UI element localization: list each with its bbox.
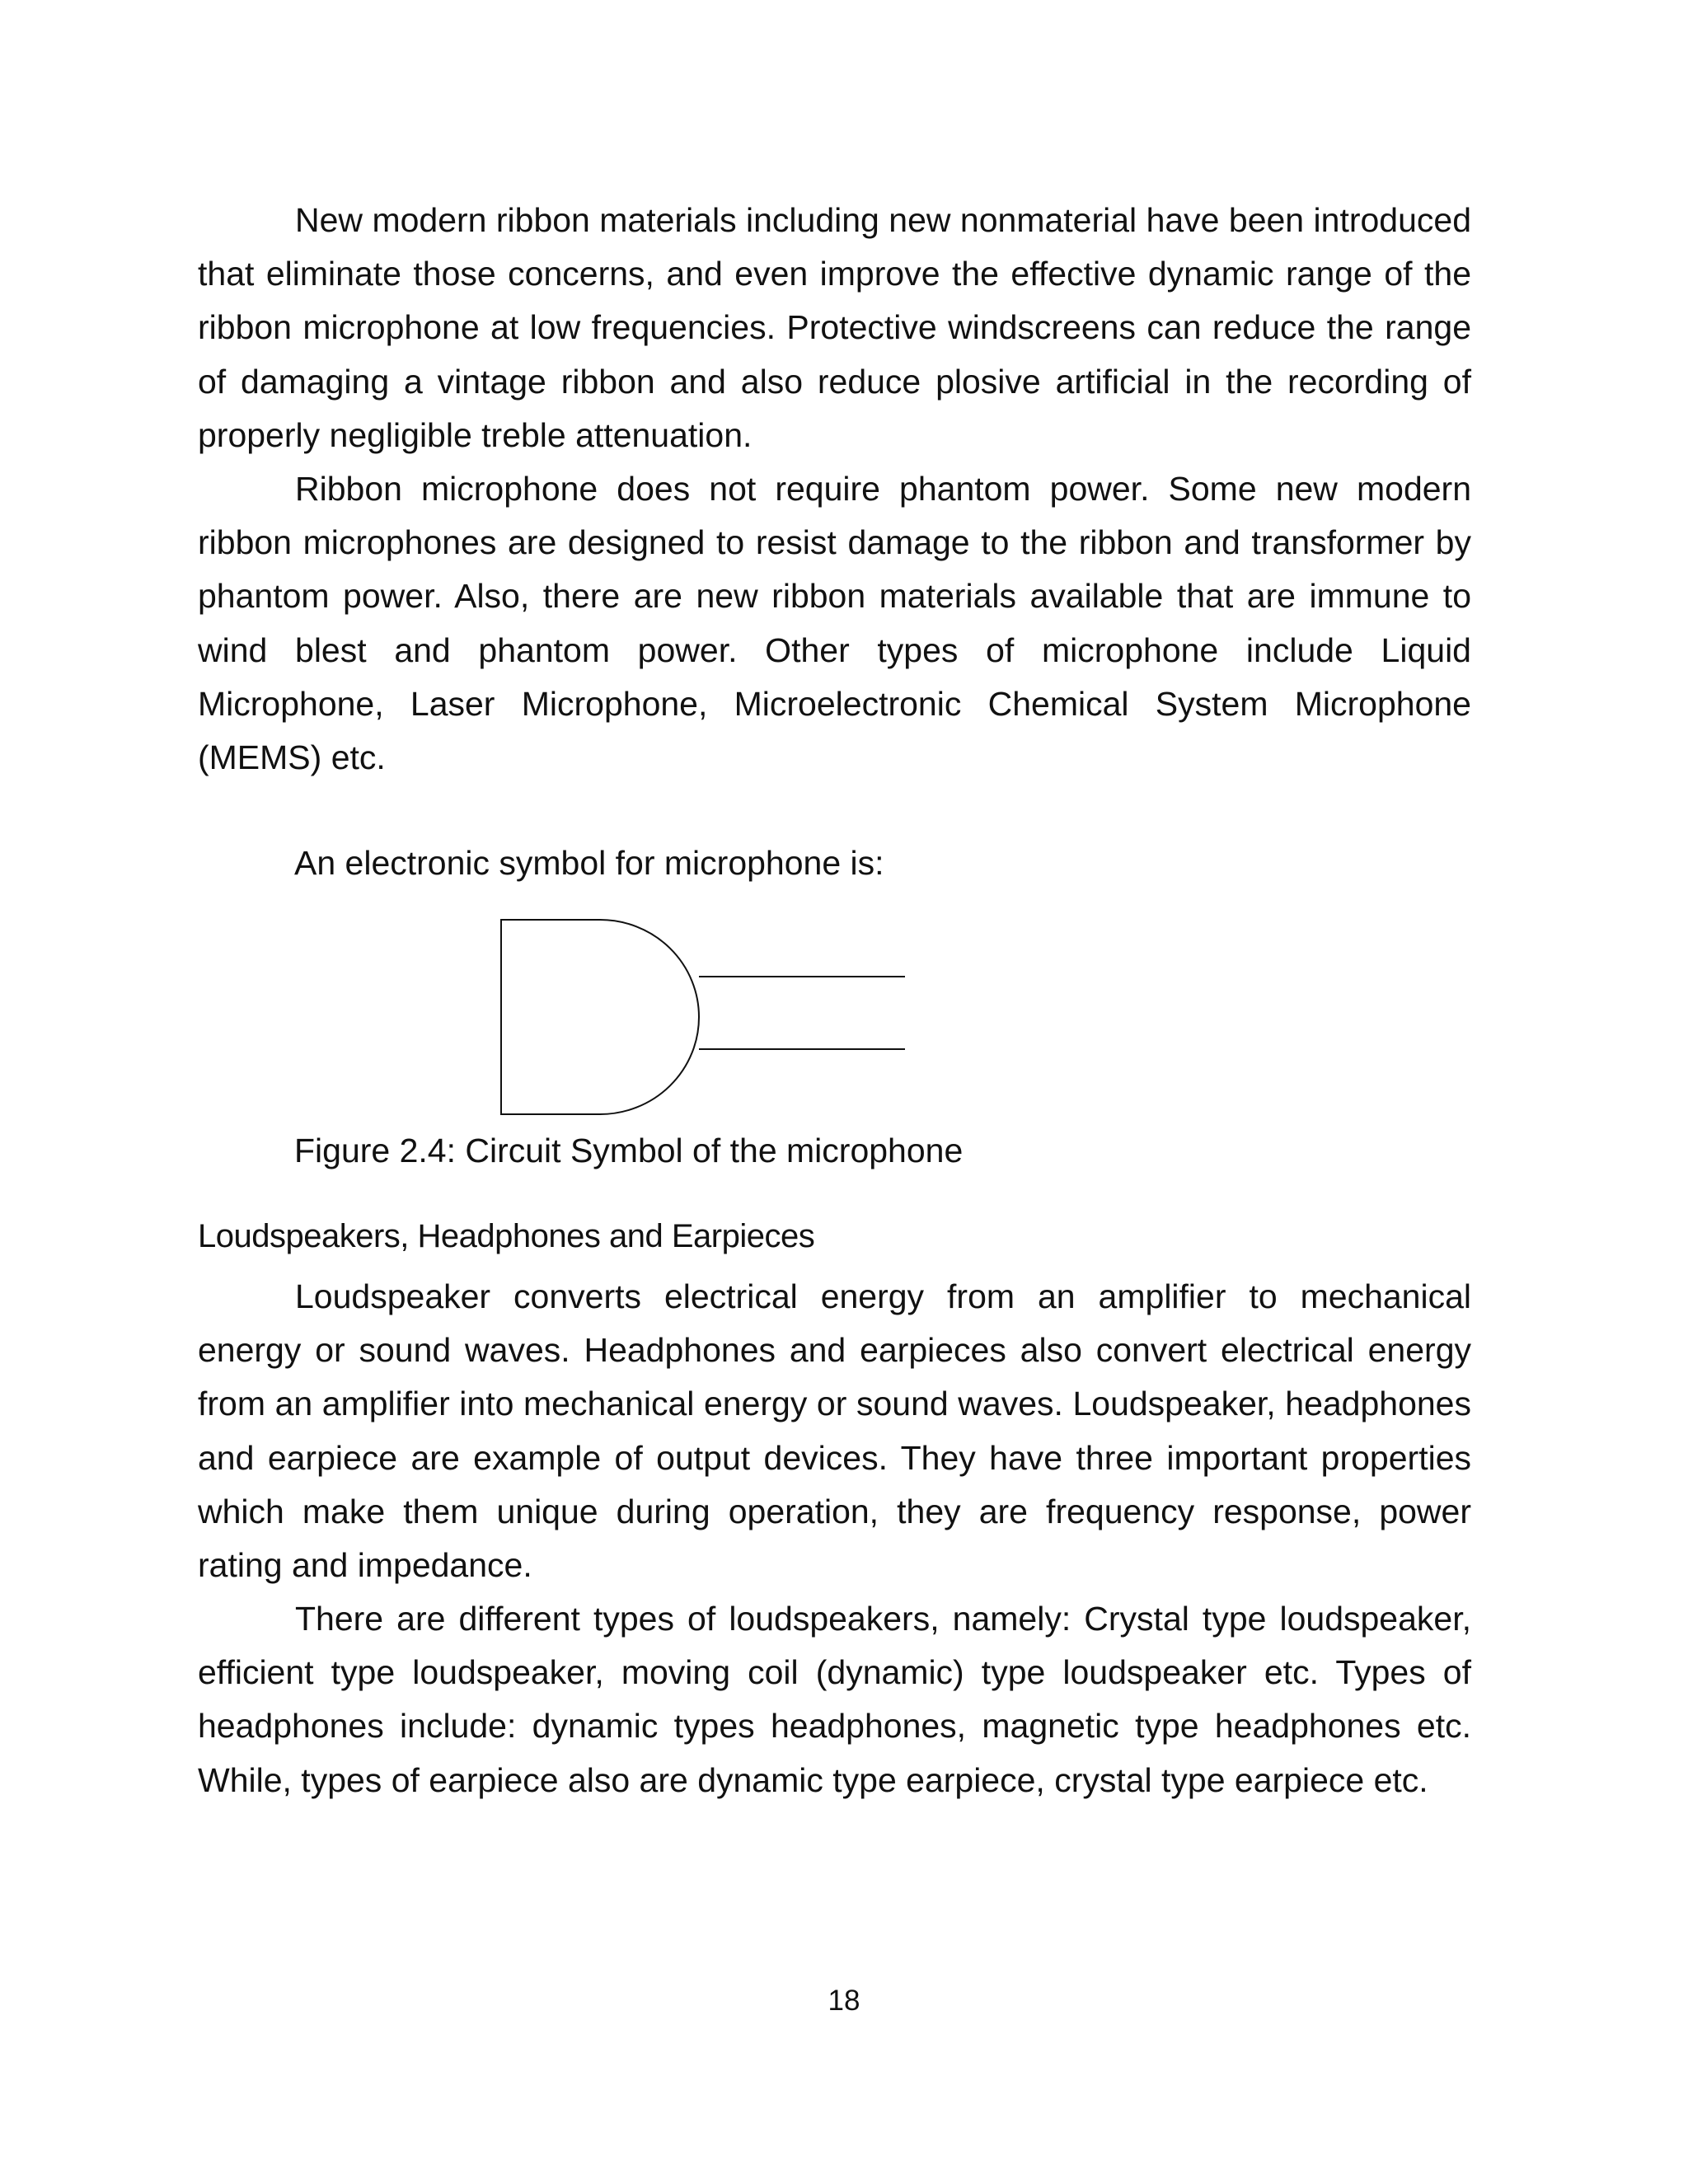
paragraph-loudspeaker-function: Loudspeaker converts electrical energy from an amplifier to mechanical energy or sound waves. Headphones and earpieces also convert electrical energy from an amplifier into mechanical energy or sound waves. Loudspeaker, headphones and earpiece are example of output devices. They have three important properties which make them unique during operation, they are frequency response, power rating and impedance. <box>198 1277 1471 1585</box>
paragraph-phantom-power: Ribbon microphone does not require phantom power. Some new modern ribbon microphones are designed to resist damage to the ribbon and transformer by phantom power. Also, there are new ribbon materials available that are immune to wind blest and phantom power. Other types of microphone include Liquid Microphone, Laser Microphone, Microelectronic Chemical System Microphone (MEMS) etc. <box>198 470 1471 777</box>
microphone-symbol-body <box>501 920 699 1114</box>
paragraph-loudspeaker-types: There are different types of loudspeakers, namely: Crystal type loudspeaker, efficient type loudspeaker, moving coil (dynamic) type loudspeaker etc. Types of headphones include: dynamic types headphones, magnetic type headphones etc. While, types of earpiece also are dynamic type earpiece, crystal type earpiece etc. <box>198 1600 1471 1799</box>
microphone-circuit-symbol <box>495 915 923 1121</box>
figure-caption: Figure 2.4: Circuit Symbol of the microphone <box>294 1132 964 1169</box>
paragraph-symbol-intro: An electronic symbol for microphone is: <box>294 844 884 882</box>
paragraph-ribbon-materials: New modern ribbon materials including new nonmaterial have been introduced that eliminate those concerns, and even improve the effective dynamic range of the ribbon microphone at low frequencies. Protective windscreens can reduce the range of damaging a vintage ribbon and also reduce plosive artificial in the recording of properly negligible treble attenuation. <box>198 201 1471 454</box>
section-heading: Loudspeakers, Headphones and Earpieces <box>198 1218 815 1254</box>
page-number: 18 <box>828 1985 860 2017</box>
